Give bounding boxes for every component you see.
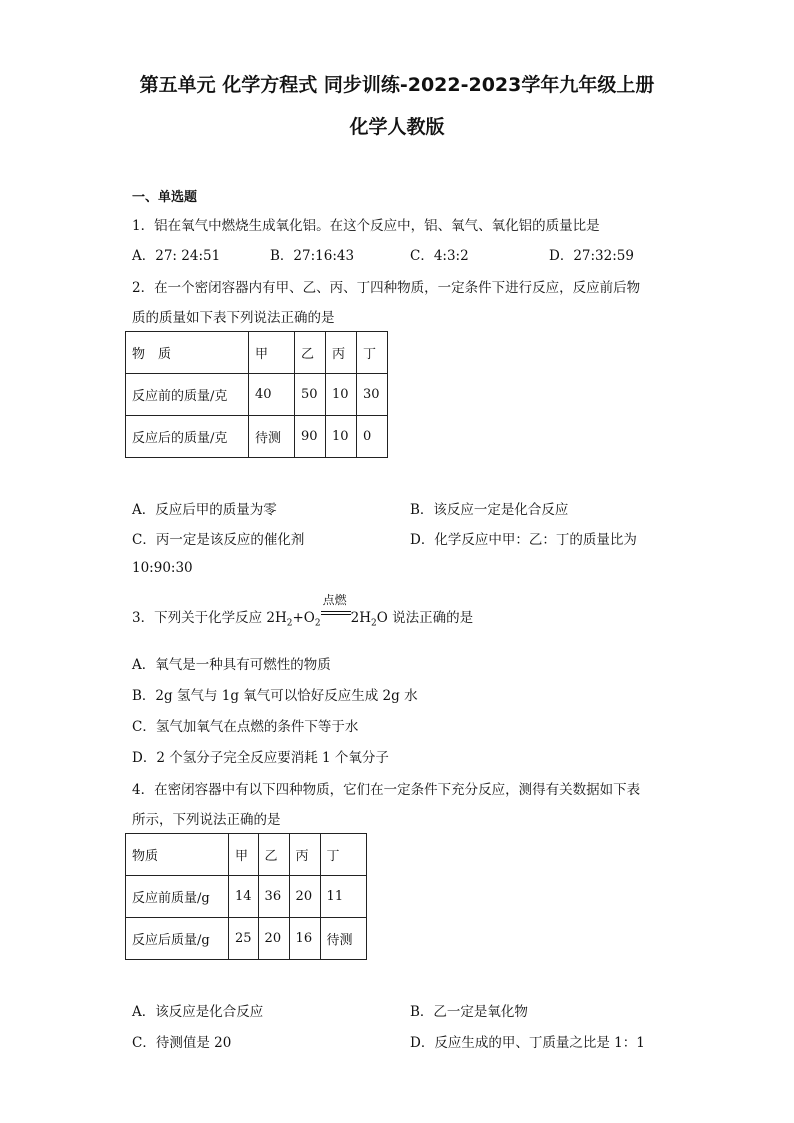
- q4-table: [125, 833, 367, 960]
- q3-option-d: D．2 个氢分子完全反应要消耗 1 个氧分子: [132, 750, 389, 766]
- q2-stem-line2: 质的质量如下表下列说法正确的是: [132, 310, 335, 326]
- q3-option-b: B．2g 氢气与 1g 氧气可以恰好反应生成 2g 水: [132, 688, 418, 704]
- table-cell: 20: [289, 876, 320, 918]
- table-cell: 反应前质量/g: [126, 876, 229, 918]
- table-cell: 物 质: [126, 332, 249, 374]
- q3-prefix: 3．下列关于化学反应: [132, 610, 267, 626]
- table-cell: 0: [357, 416, 388, 458]
- table-cell: 丙: [326, 332, 357, 374]
- q2-stem-line1: 2．在一个密闭容器内有甲、乙、丙、丁四种物质，一定条件下进行反应，反应前后物: [132, 280, 641, 296]
- q1-option-a: A．27: 24:51: [132, 248, 221, 264]
- q2-option-c: C．丙一定是该反应的催化剂: [132, 532, 305, 548]
- table-cell: 30: [357, 374, 388, 416]
- table-cell: 14: [229, 876, 259, 918]
- q2-option-a: A．反应后甲的质量为零: [132, 502, 277, 518]
- table-cell: 反应后质量/g: [126, 918, 229, 960]
- table-row: [126, 332, 388, 374]
- table-cell: 反应后的质量/克: [126, 416, 249, 458]
- q4-stem-line1: 4．在密闭容器中有以下四种物质，它们在一定条件下充分反应，测得有关数据如下表: [132, 782, 641, 798]
- table-cell: 丙: [289, 834, 320, 876]
- table-cell: 11: [320, 876, 366, 918]
- q1-stem: 1．铝在氧气中燃烧生成氧化铝。在这个反应中，铝、氧气、氧化铝的质量比是: [132, 218, 600, 234]
- q2-table: [125, 331, 388, 458]
- table-cell: 40: [249, 374, 295, 416]
- table-cell: 36: [258, 876, 289, 918]
- q1-option-b: B．27:16:43: [270, 248, 355, 264]
- reaction-condition: 点燃: [322, 593, 347, 607]
- q3-option-a: A．氧气是一种具有可燃性的物质: [132, 657, 331, 673]
- page-title-line1: 第五单元 化学方程式 同步训练-2022-2023学年九年级上册: [139, 74, 655, 96]
- reaction-arrow: [321, 593, 351, 622]
- table-cell: 待测: [249, 416, 295, 458]
- q4-stem-line2: 所示，下列说法正确的是: [132, 812, 281, 828]
- table-cell: 丁: [320, 834, 366, 876]
- table-cell: 50: [295, 374, 326, 416]
- q4-option-c: C．待测值是 20: [132, 1035, 232, 1051]
- table-cell: 20: [258, 918, 289, 960]
- q3-equation: $2H_2+O_2$ 点燃 $2H_2O$: [266, 593, 388, 629]
- q4-option-d: D．反应生成的甲、丁质量之比是 1：1: [410, 1035, 645, 1051]
- q2-option-d-continued: 10:90:30: [132, 560, 193, 576]
- page-title-line2: 化学人教版: [349, 116, 445, 138]
- table-cell: 乙: [258, 834, 289, 876]
- table-cell: 乙: [295, 332, 326, 374]
- q2-option-d: D．化学反应中甲：乙：丁的质量比为: [410, 532, 637, 548]
- table-cell: 甲: [229, 834, 259, 876]
- table-row: [126, 918, 367, 960]
- table-cell: 25: [229, 918, 259, 960]
- table-cell: 待测: [320, 918, 366, 960]
- q4-option-b: B．乙一定是氧化物: [410, 1004, 528, 1020]
- q2-option-b: B．该反应一定是化合反应: [410, 502, 569, 518]
- table-row: [126, 834, 367, 876]
- table-cell: 90: [295, 416, 326, 458]
- table-cell: 16: [289, 918, 320, 960]
- table-cell: 10: [326, 374, 357, 416]
- section-heading: 一、单选题: [132, 190, 198, 205]
- q4-option-a: A．该反应是化合反应: [132, 1004, 264, 1020]
- q3-stem: [132, 593, 474, 629]
- table-cell: 物质: [126, 834, 229, 876]
- table-cell: 10: [326, 416, 357, 458]
- table-cell: 甲: [249, 332, 295, 374]
- table-row: [126, 876, 367, 918]
- q1-option-c: C．4:3:2: [410, 248, 469, 264]
- q3-option-c: C．氢气加氧气在点燃的条件下等于水: [132, 719, 359, 735]
- table-row: [126, 416, 388, 458]
- table-cell: 丁: [357, 332, 388, 374]
- q3-suffix: 说法正确的是: [387, 610, 474, 626]
- table-cell: 反应前的质量/克: [126, 374, 249, 416]
- table-row: [126, 374, 388, 416]
- q1-option-d: D．27:32:59: [549, 248, 634, 264]
